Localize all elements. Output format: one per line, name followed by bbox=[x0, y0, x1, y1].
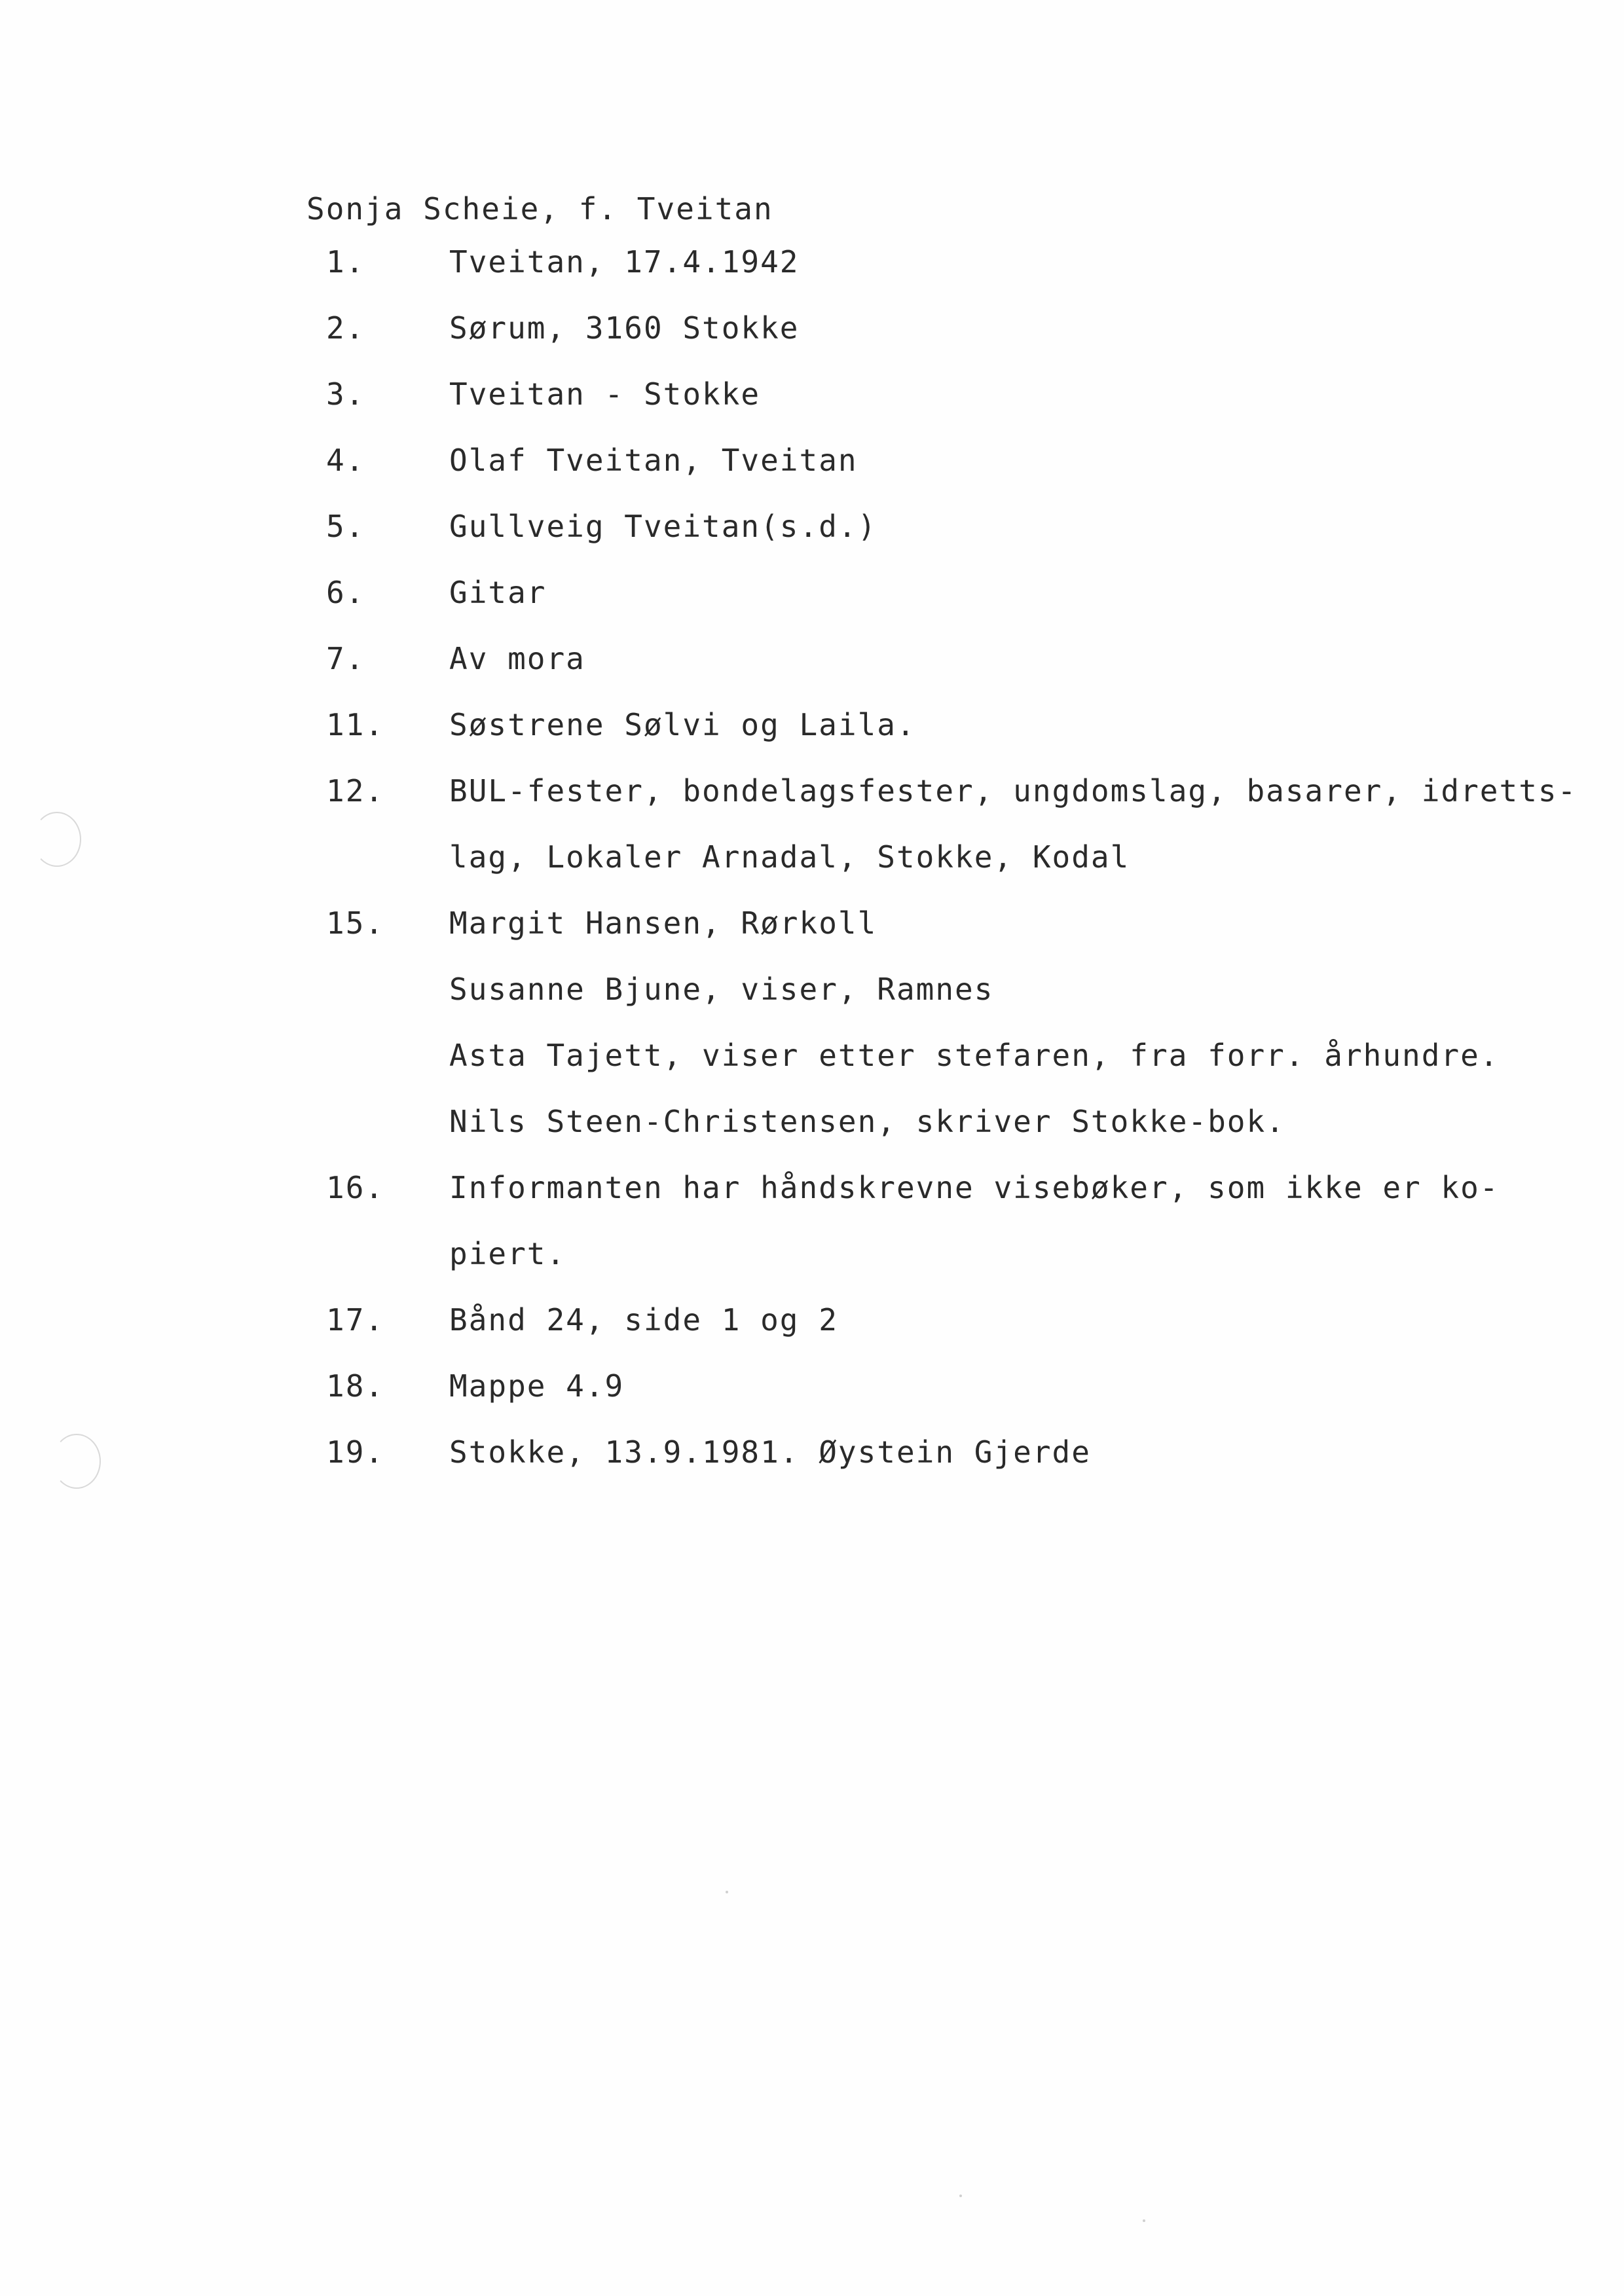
entry-text: Av mora bbox=[449, 641, 585, 676]
entry-number: 12. bbox=[326, 773, 385, 809]
entry-text: Margit Hansen, Rørkoll bbox=[449, 905, 877, 941]
entry-text: Gitar bbox=[449, 575, 547, 610]
entry-text: Nils Steen-Christensen, skriver Stokke-bok. bbox=[449, 1104, 1285, 1139]
paper-speck bbox=[726, 1891, 728, 1893]
entry-number: 3. bbox=[326, 376, 365, 412]
entry-text: Asta Tajett, viser etter stefaren, fra forr. århundre. bbox=[449, 1038, 1500, 1073]
entry-number: 5. bbox=[326, 509, 365, 544]
entry-text: Søstrene Sølvi og Laila. bbox=[449, 707, 916, 742]
punch-hole-mark bbox=[33, 812, 81, 867]
entry-text: Tveitan, 17.4.1942 bbox=[449, 244, 800, 280]
entry-number: 7. bbox=[326, 641, 365, 676]
entry-text: Olaf Tveitan, Tveitan bbox=[449, 443, 858, 478]
entry-number: 2. bbox=[326, 310, 365, 346]
paper-speck bbox=[1143, 2219, 1145, 2222]
paper-speck bbox=[959, 2195, 962, 2197]
entry-number: 15. bbox=[326, 905, 385, 941]
entry-text: Mappe 4.9 bbox=[449, 1368, 625, 1404]
entry-number: 16. bbox=[326, 1170, 385, 1205]
entry-text: Tveitan - Stokke bbox=[449, 376, 761, 412]
entry-number: 19. bbox=[326, 1434, 385, 1470]
entry-number: 11. bbox=[326, 707, 385, 742]
entry-number: 17. bbox=[326, 1302, 385, 1338]
entry-text: piert. bbox=[449, 1236, 566, 1271]
entry-number: 1. bbox=[326, 244, 365, 280]
entry-number: 4. bbox=[326, 443, 365, 478]
entry-text: Gullveig Tveitan(s.d.) bbox=[449, 509, 877, 544]
entry-text: Bånd 24, side 1 og 2 bbox=[449, 1302, 838, 1338]
entry-number: 18. bbox=[326, 1368, 385, 1404]
entry-text: Stokke, 13.9.1981. Øystein Gjerde bbox=[449, 1434, 1091, 1470]
entry-number: 6. bbox=[326, 575, 365, 610]
document-heading: Sonja Scheie, f. Tveitan bbox=[306, 191, 773, 227]
punch-hole-mark bbox=[52, 1434, 101, 1489]
entry-text: lag, Lokaler Arnadal, Stokke, Kodal bbox=[449, 839, 1130, 875]
entry-text: Susanne Bjune, viser, Ramnes bbox=[449, 972, 994, 1007]
entry-text: BUL-fester, bondelagsfester, ungdomslag, basarer, idretts- bbox=[449, 773, 1578, 809]
entry-text: Sørum, 3160 Stokke bbox=[449, 310, 800, 346]
entry-text: Informanten har håndskrevne visebøker, som ikke er ko- bbox=[449, 1170, 1500, 1205]
